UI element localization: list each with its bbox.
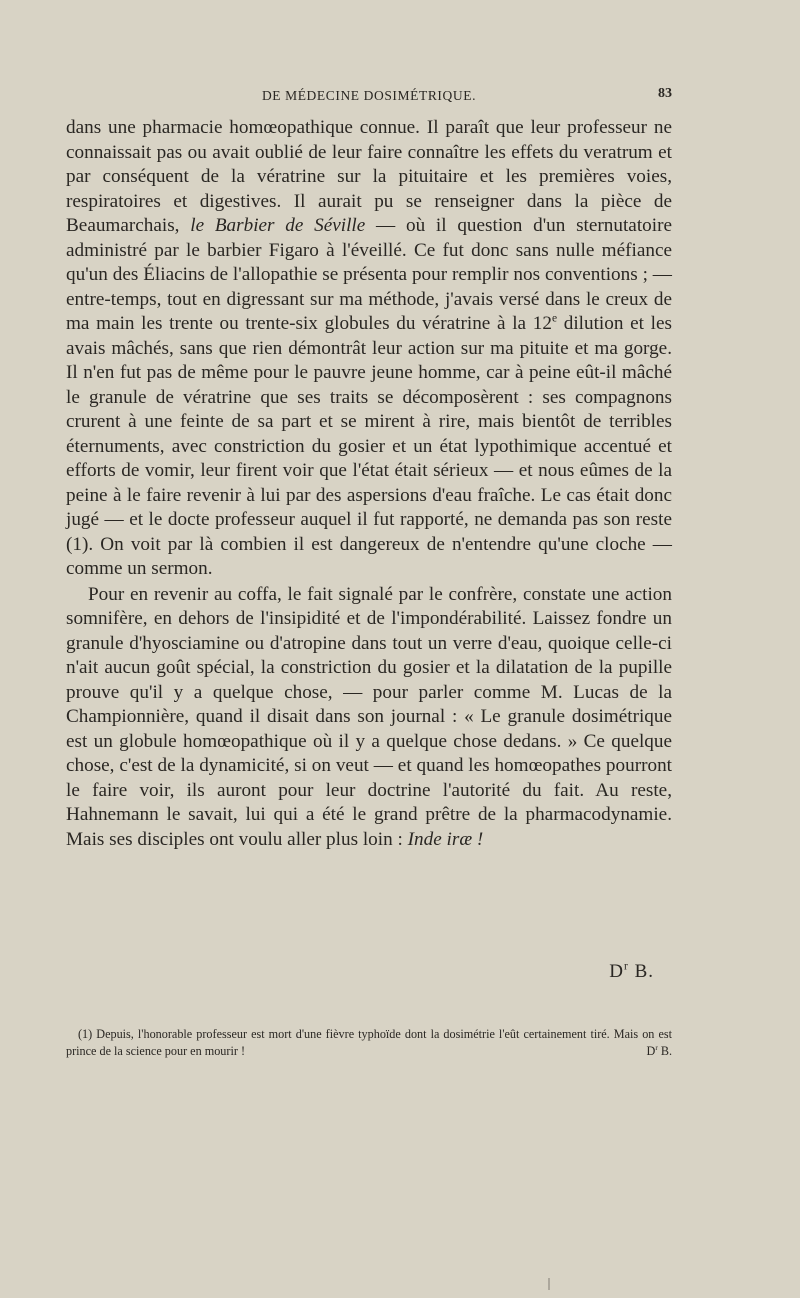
paragraph-2: [66, 583, 672, 853]
footnote-signature-prefix: D: [646, 1044, 656, 1058]
paragraph-1-text-a: dans une pharmacie homœopathique connue. Il paraît que leur professeur ne connaissait pas ou avait oublié de leur faire connaître les effets du veratrum et par conséquent de la vératrine sur la pituitaire et les premières voies, respiratoires et digestives. Il aurait pu se renseigner dans la pièce de Beaumarchais,: [66, 117, 672, 236]
ordinal-superscript: e: [551, 312, 558, 325]
signature-prefix: D: [609, 961, 625, 982]
running-header: [66, 86, 672, 106]
footnote-signature: [647, 1043, 672, 1060]
paragraph-1-text-c: dilution et les avais mâchés, sans que rien démontrât leur action sur ma pituite et ma gorge. Il n'en fut pas de même pour le pauvre jeune homme, car à peine eût-il mâché le granule de vératrine que ses traits se décomposèrent : ses compagnons crurent à une feinte de sa part et se mirent à rire, mais bientôt de terribles éternuments, avec constriction du gosier et un état lypothimique accentué et efforts de vomir, leur firent voir que l'état était sérieux — et nous eûmes de la peine à le faire revenir à lui par des aspersions d'eau fraîche. Le cas était donc jugé — et le docte professeur auquel il fut rapporté, ne demanda pas son reste (1). On voit par là combien il est dangereux de n'entendre qu'une cloche — comme un sermon.: [66, 313, 672, 579]
body-text: [66, 116, 672, 852]
latin-quote: Inde iræ !: [407, 828, 484, 850]
paragraph-1: [66, 116, 672, 582]
paragraph-1-text-b: — où il question d'un sternutatoire administré par le barbier Figaro à l'éveillé. Ce fut donc sans nulle méfiance qu'un des Éliacins de l'allopathie se présenta pour remplir nos conventions ; — entre-temps, tout en digressant sur ma méthode, j'avais versé dans le creux de ma main les trente ou trente-six globules du vératrine à la 12: [66, 215, 672, 334]
footnote-signature-name: B.: [657, 1044, 672, 1058]
footnote-signature-superscript: r: [655, 1042, 658, 1052]
page-blemish: [548, 1278, 550, 1290]
signature-name: B.: [628, 961, 654, 982]
page-number: 83: [658, 86, 672, 101]
footnote: [66, 1026, 672, 1060]
play-title: le Barbier de Séville: [190, 215, 366, 236]
author-signature: [609, 961, 654, 983]
footnote-text: [66, 1026, 672, 1060]
paragraph-2-text: Pour en revenir au coffa, le fait signalé par le confrère, constate une action somnifère, en dehors de l'insipidité et de l'impondérabilité. Laissez fondre un granule d'hyosciamine ou d'atropine dans tout un verre d'eau, quoique celle-ci n'ait aucun goût spécial, la constriction du gosier et la dilatation de la pupille prouve qu'il y a quelque chose, — pour parler comme M. Lucas de la Championnière, quand il disait dans son journal : « Le granule dosimétrique est un globule homœopathique où il y a quelque chose dedans. » Ce quelque chose, c'est de la dynamicité, si on veut — et quand les homœopathes pourront le faire voir, ils auront pour leur doctrine l'autorité du fait. Au reste, Hahnemann le savait, lui qui a été le grand prêtre de la pharmacodynamie. Mais ses disciples ont voulu aller plus loin :: [66, 583, 672, 850]
signature-superscript: r: [624, 960, 629, 973]
footnote-body: (1) Depuis, l'honorable professeur est mort d'une fièvre typhoïde dont la dosimétrie l'eût certainement tiré. Mais on est prince de la science pour en mourir !: [66, 1027, 672, 1058]
running-title: DE MÉDECINE DOSIMÉTRIQUE.: [261, 88, 477, 103]
